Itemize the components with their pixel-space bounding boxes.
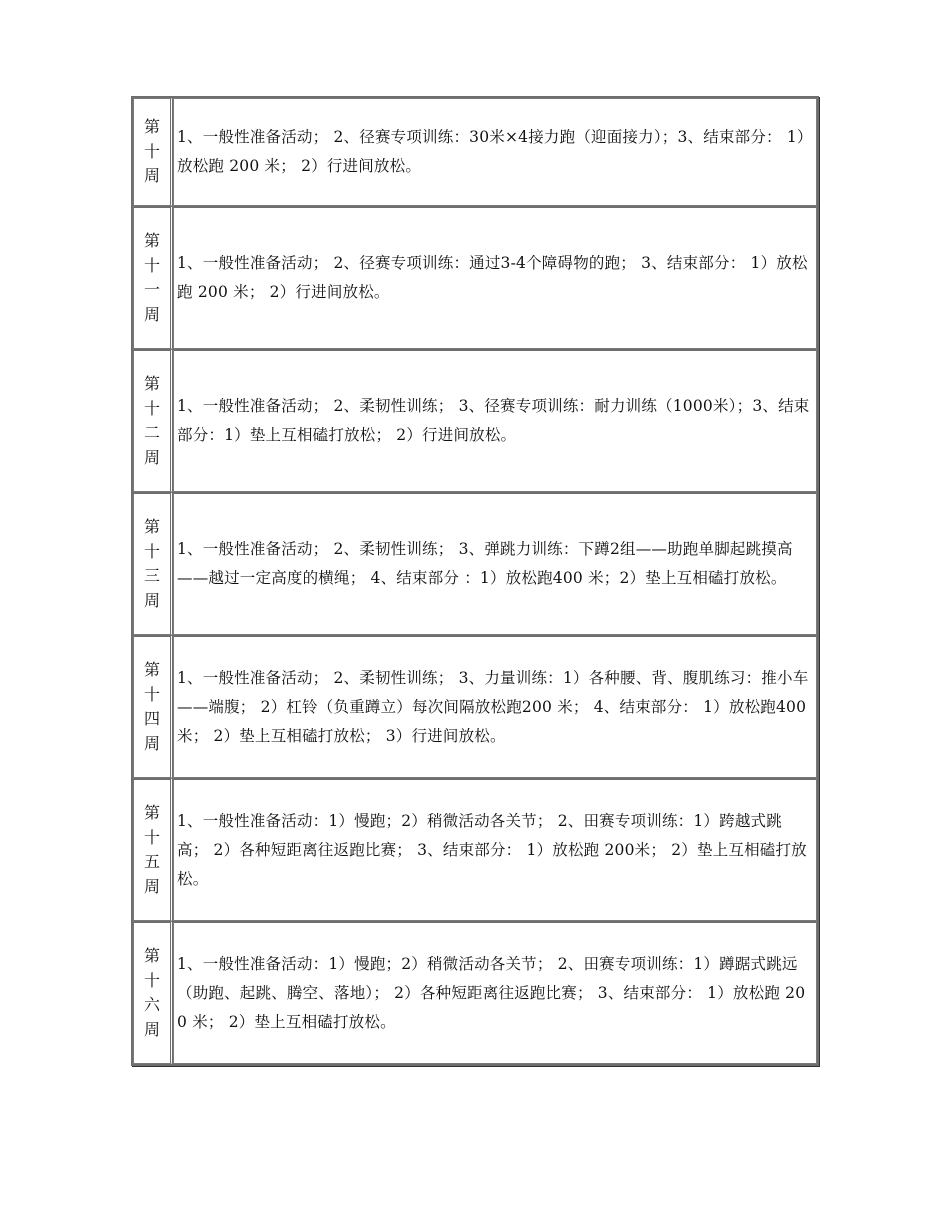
week-label-char: 五 [143, 852, 160, 871]
week-row [133, 492, 817, 635]
week-label-char: 十 [143, 684, 160, 704]
week-content: 1、一般性准备活动； 2、柔韧性训练； 3、径赛专项训练：耐力训练（1000米）；3、结束部分：1）垫上互相磕打放松； 2）行进间放松。 [177, 397, 810, 444]
week-row [133, 98, 817, 206]
week-label [134, 944, 170, 1042]
week-label-cell [133, 921, 173, 1064]
week-label-char: 周 [143, 1019, 160, 1039]
week-label-char: 十 [143, 827, 160, 847]
week-label-char: 十 [143, 141, 160, 161]
week-label-char: 第 [143, 517, 160, 536]
week-label [134, 515, 170, 613]
week-content-cell [173, 98, 817, 206]
week-row [133, 921, 817, 1064]
week-content: 1、一般性准备活动； 2、柔韧性训练； 3、力量训练：1）各种腰、背、腹肌练习：推小车——端腹； 2）杠铃（负重蹲立）每次间隔放松跑200 米； 4、结束部分： 1）放松跑400 米； 2）垫上互相磕打放松； 3）行进间放松。 [177, 668, 809, 745]
week-label-char: 十 [143, 398, 160, 418]
week-label-char: 第 [143, 803, 160, 822]
week-label-cell [133, 778, 173, 921]
week-label-char: 三 [143, 566, 160, 585]
week-label-char: 一 [143, 280, 160, 299]
week-row [133, 206, 817, 349]
week-label-char: 第 [143, 231, 160, 250]
week-content-cell [173, 206, 817, 349]
week-label-char: 周 [143, 590, 160, 610]
week-label-char: 周 [143, 733, 160, 753]
week-content-cell [173, 778, 817, 921]
week-content-cell [173, 921, 817, 1064]
week-content-cell [173, 349, 817, 492]
week-label-char: 周 [143, 166, 160, 186]
week-label-char: 十 [143, 970, 160, 990]
week-label-char: 四 [143, 709, 160, 728]
week-label-char: 十 [143, 255, 160, 275]
week-label [134, 372, 170, 470]
week-label-cell [133, 635, 173, 778]
week-label-char: 六 [143, 995, 160, 1014]
week-content: 1、一般性准备活动； 2、径赛专项训练：30米×4接力跑（迎面接力）；3、结束部分： 1）放松跑 200 米； 2）行进间放松。 [177, 128, 805, 175]
week-content: 1、一般性准备活动：1）慢跑；2）稍微活动各关节； 2、田赛专项训练：1）跨越式跳高； 2）各种短距离往返跑比赛； 3、结束部分： 1）放松跑 200米； 2）垫上互相磕打放松。 [177, 811, 807, 888]
week-label-cell [133, 206, 173, 349]
week-label-char: 第 [143, 117, 160, 137]
week-label-char: 二 [143, 423, 160, 442]
week-label [134, 115, 170, 189]
week-content-cell [173, 635, 817, 778]
week-content-cell [173, 492, 817, 635]
week-label-char: 第 [143, 946, 160, 965]
week-content: 1、一般性准备活动； 2、径赛专项训练：通过3-4个障碍物的跑； 3、结束部分： 1）放松跑 200 米； 2）行进间放松。 [177, 254, 808, 301]
week-label-char: 周 [143, 447, 160, 467]
week-label [134, 801, 170, 899]
week-row [133, 349, 817, 492]
week-label-cell [133, 349, 173, 492]
week-content: 1、一般性准备活动； 2、柔韧性训练； 3、弹跳力训练：下蹲2组——助跑单脚起跳摸高——越过一定高度的横绳； 4、结束部分 ：1）放松跑400 米；2）垫上互相磕打放松。 [177, 540, 793, 587]
week-label-char: 第 [143, 660, 160, 679]
week-label-char: 周 [143, 876, 160, 896]
week-label-cell [133, 492, 173, 635]
week-label [134, 229, 170, 327]
week-label [134, 658, 170, 756]
week-label-cell [133, 98, 173, 206]
week-content: 1、一般性准备活动：1）慢跑；2）稍微活动各关节； 2、田赛专项训练：1）蹲踞式跳远（助跑、起跳、腾空、落地）； 2）各种短距离往返跑比赛； 3、结束部分： 1）放松跑 200 米； 2）垫上互相磕打放松。 [177, 954, 806, 1031]
week-row [133, 778, 817, 921]
training-schedule-table [131, 96, 819, 1066]
week-label-char: 周 [143, 304, 160, 324]
week-label-char: 第 [143, 374, 160, 393]
week-row [133, 635, 817, 778]
week-label-char: 十 [143, 541, 160, 561]
